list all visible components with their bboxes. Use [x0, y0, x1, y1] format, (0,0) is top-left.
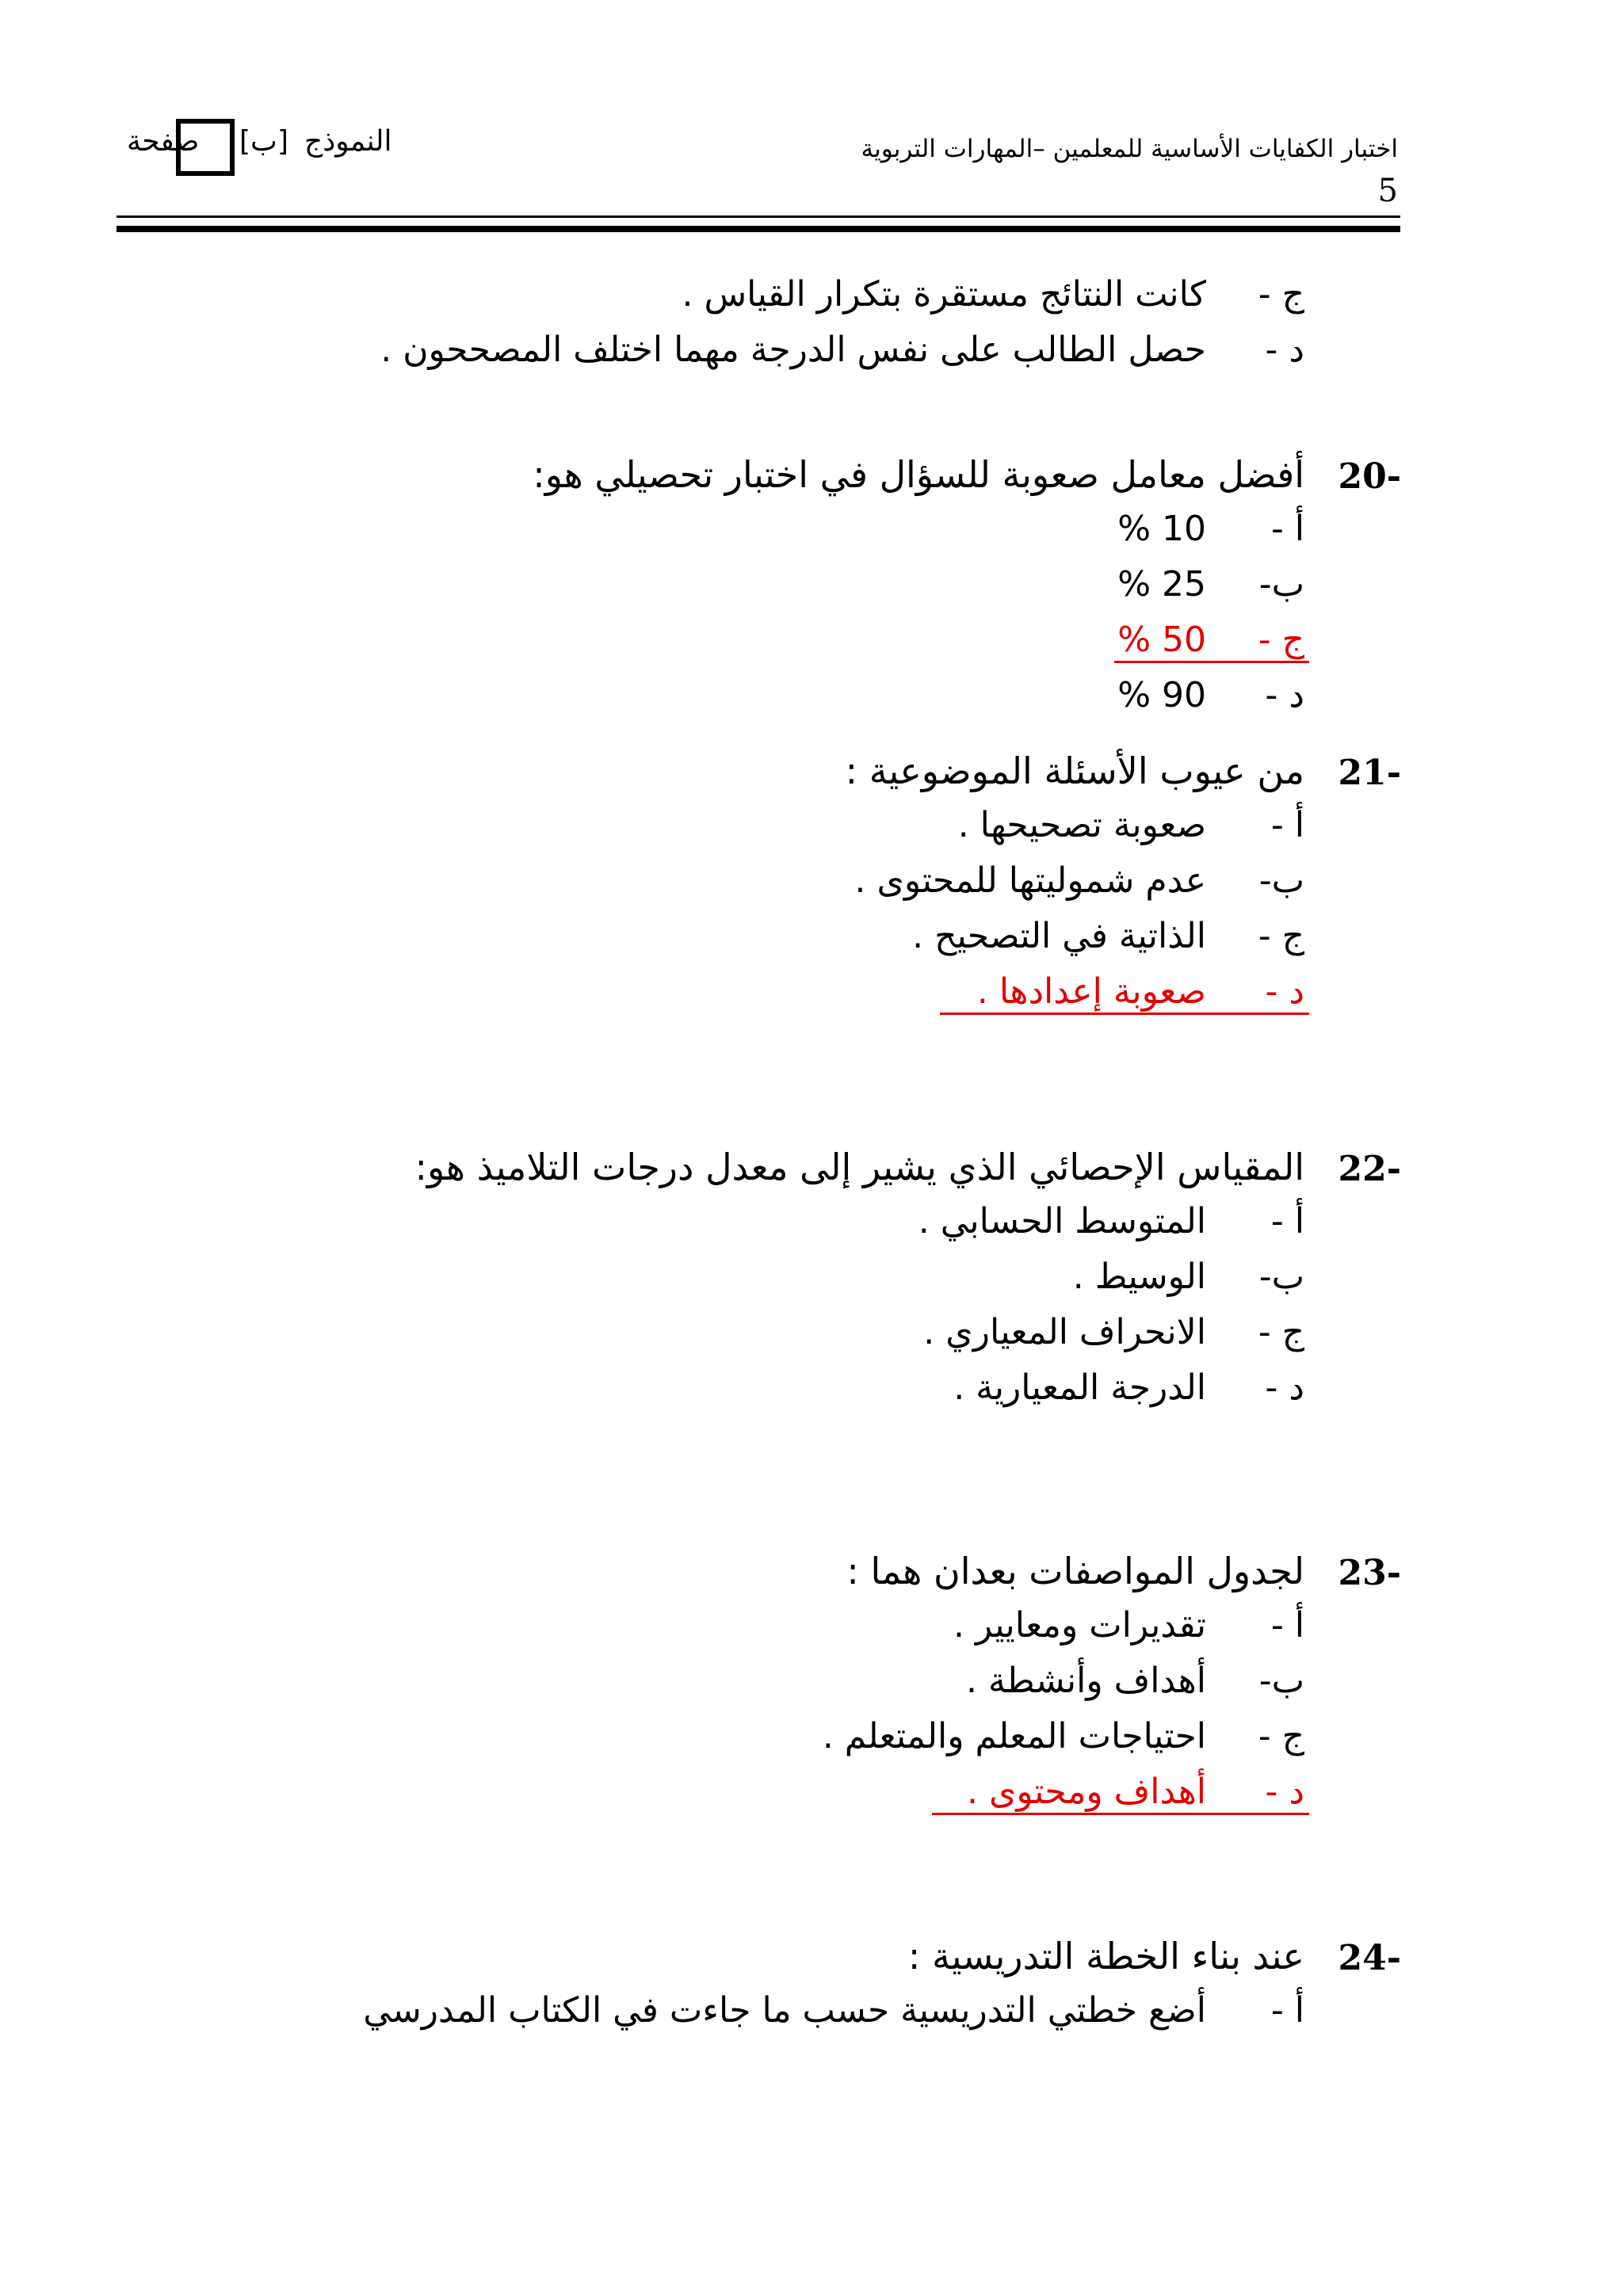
q22-option-c: الانحراف المعياري . [923, 1312, 1206, 1352]
q24-letter-a: أ - [1270, 1990, 1304, 2031]
header-rule-thin [116, 215, 1400, 218]
q20-letter-d: د - [1265, 675, 1304, 715]
q21-letter-c: ج - [1258, 916, 1304, 956]
question-20-text: أفضل معامل صعوبة للسؤال في اختبار تحصيلي هو: [533, 453, 1304, 496]
question-22-text: المقياس الإحصائي الذي يشير إلى معدل درجات التلاميذ هو: [414, 1146, 1304, 1188]
q21-option-c: الذاتية في التصحيح . [912, 916, 1206, 956]
q20-option-a: 10 % [1117, 509, 1206, 549]
q20-option-b: 25 % [1117, 564, 1206, 605]
q24-option-a: أضع خطتي التدريسية حسب ما جاءت في الكتاب المدرسي [363, 1990, 1206, 2031]
question-24-number: 24- [1338, 1938, 1401, 1978]
q23-correct-underline [932, 1813, 1309, 1815]
q22-letter-c: ج - [1258, 1312, 1304, 1352]
q21-option-b: عدم شموليتها للمحتوى . [854, 860, 1206, 901]
question-23-text: لجدول المواصفات بعدان هما : [846, 1550, 1304, 1592]
q21-correct-underline [940, 1013, 1309, 1015]
q20-letter-a: أ - [1270, 509, 1304, 549]
q23-letter-b: ب- [1258, 1661, 1304, 1701]
q23-option-b: أهداف وأنشطة . [966, 1661, 1206, 1701]
q21-letter-a: أ - [1270, 805, 1304, 845]
q23-letter-d: د - [1265, 1772, 1304, 1812]
q22-letter-d: د - [1265, 1367, 1304, 1408]
q21-option-a: صعوبة تصحيحها . [957, 805, 1206, 845]
q21-option-d-correct: صعوبة إعدادها . [976, 971, 1206, 1012]
carry-option-c: كانت النتائج مستقرة بتكرار القياس . [682, 274, 1206, 315]
q20-letter-b: ب- [1258, 564, 1304, 605]
q23-option-d-correct: أهداف ومحتوى . [967, 1772, 1206, 1812]
form-box [176, 119, 235, 176]
q22-letter-a: أ - [1270, 1201, 1304, 1241]
q21-letter-b: ب- [1258, 860, 1304, 901]
q20-option-c-correct: 50 % [1117, 620, 1206, 660]
question-22-number: 22- [1338, 1149, 1401, 1189]
header-rule-thick [116, 226, 1400, 232]
question-23-number: 23- [1338, 1553, 1401, 1593]
page-label: صفحة [127, 125, 200, 158]
q20-letter-c: ج - [1258, 620, 1304, 660]
q23-option-a: تقديرات ومعايير . [953, 1605, 1206, 1646]
carry-letter-d: د - [1265, 330, 1304, 370]
form-label: النموذج [304, 125, 392, 158]
carry-option-d: حصل الطالب على نفس الدرجة مهما اختلف المصححون . [380, 330, 1206, 370]
q21-letter-d: د - [1265, 971, 1304, 1012]
q23-option-c: احتياجات المعلم والمتعلم . [822, 1716, 1206, 1756]
q22-option-b: الوسيط . [1072, 1257, 1206, 1297]
exam-title: اختبار الكفايات الأساسية للمعلمين –المهارات التربوية [861, 135, 1398, 163]
question-21-number: 21- [1338, 753, 1401, 793]
q23-letter-a: أ - [1270, 1605, 1304, 1646]
q22-letter-b: ب- [1258, 1257, 1304, 1297]
form-value: [ب] [239, 125, 288, 158]
question-20-number: 20- [1338, 456, 1401, 497]
q20-correct-underline [1114, 661, 1309, 663]
page-number: 5 [1377, 173, 1398, 209]
question-21-text: من عيوب الأسئلة الموضوعية : [845, 749, 1304, 792]
q20-option-d: 90 % [1117, 675, 1206, 715]
carry-letter-c: ج - [1258, 274, 1304, 315]
q22-option-a: المتوسط الحسابي . [918, 1201, 1206, 1241]
q22-option-d: الدرجة المعيارية . [953, 1367, 1206, 1408]
q23-letter-c: ج - [1258, 1716, 1304, 1756]
question-24-text: عند بناء الخطة التدريسية : [907, 1935, 1304, 1978]
